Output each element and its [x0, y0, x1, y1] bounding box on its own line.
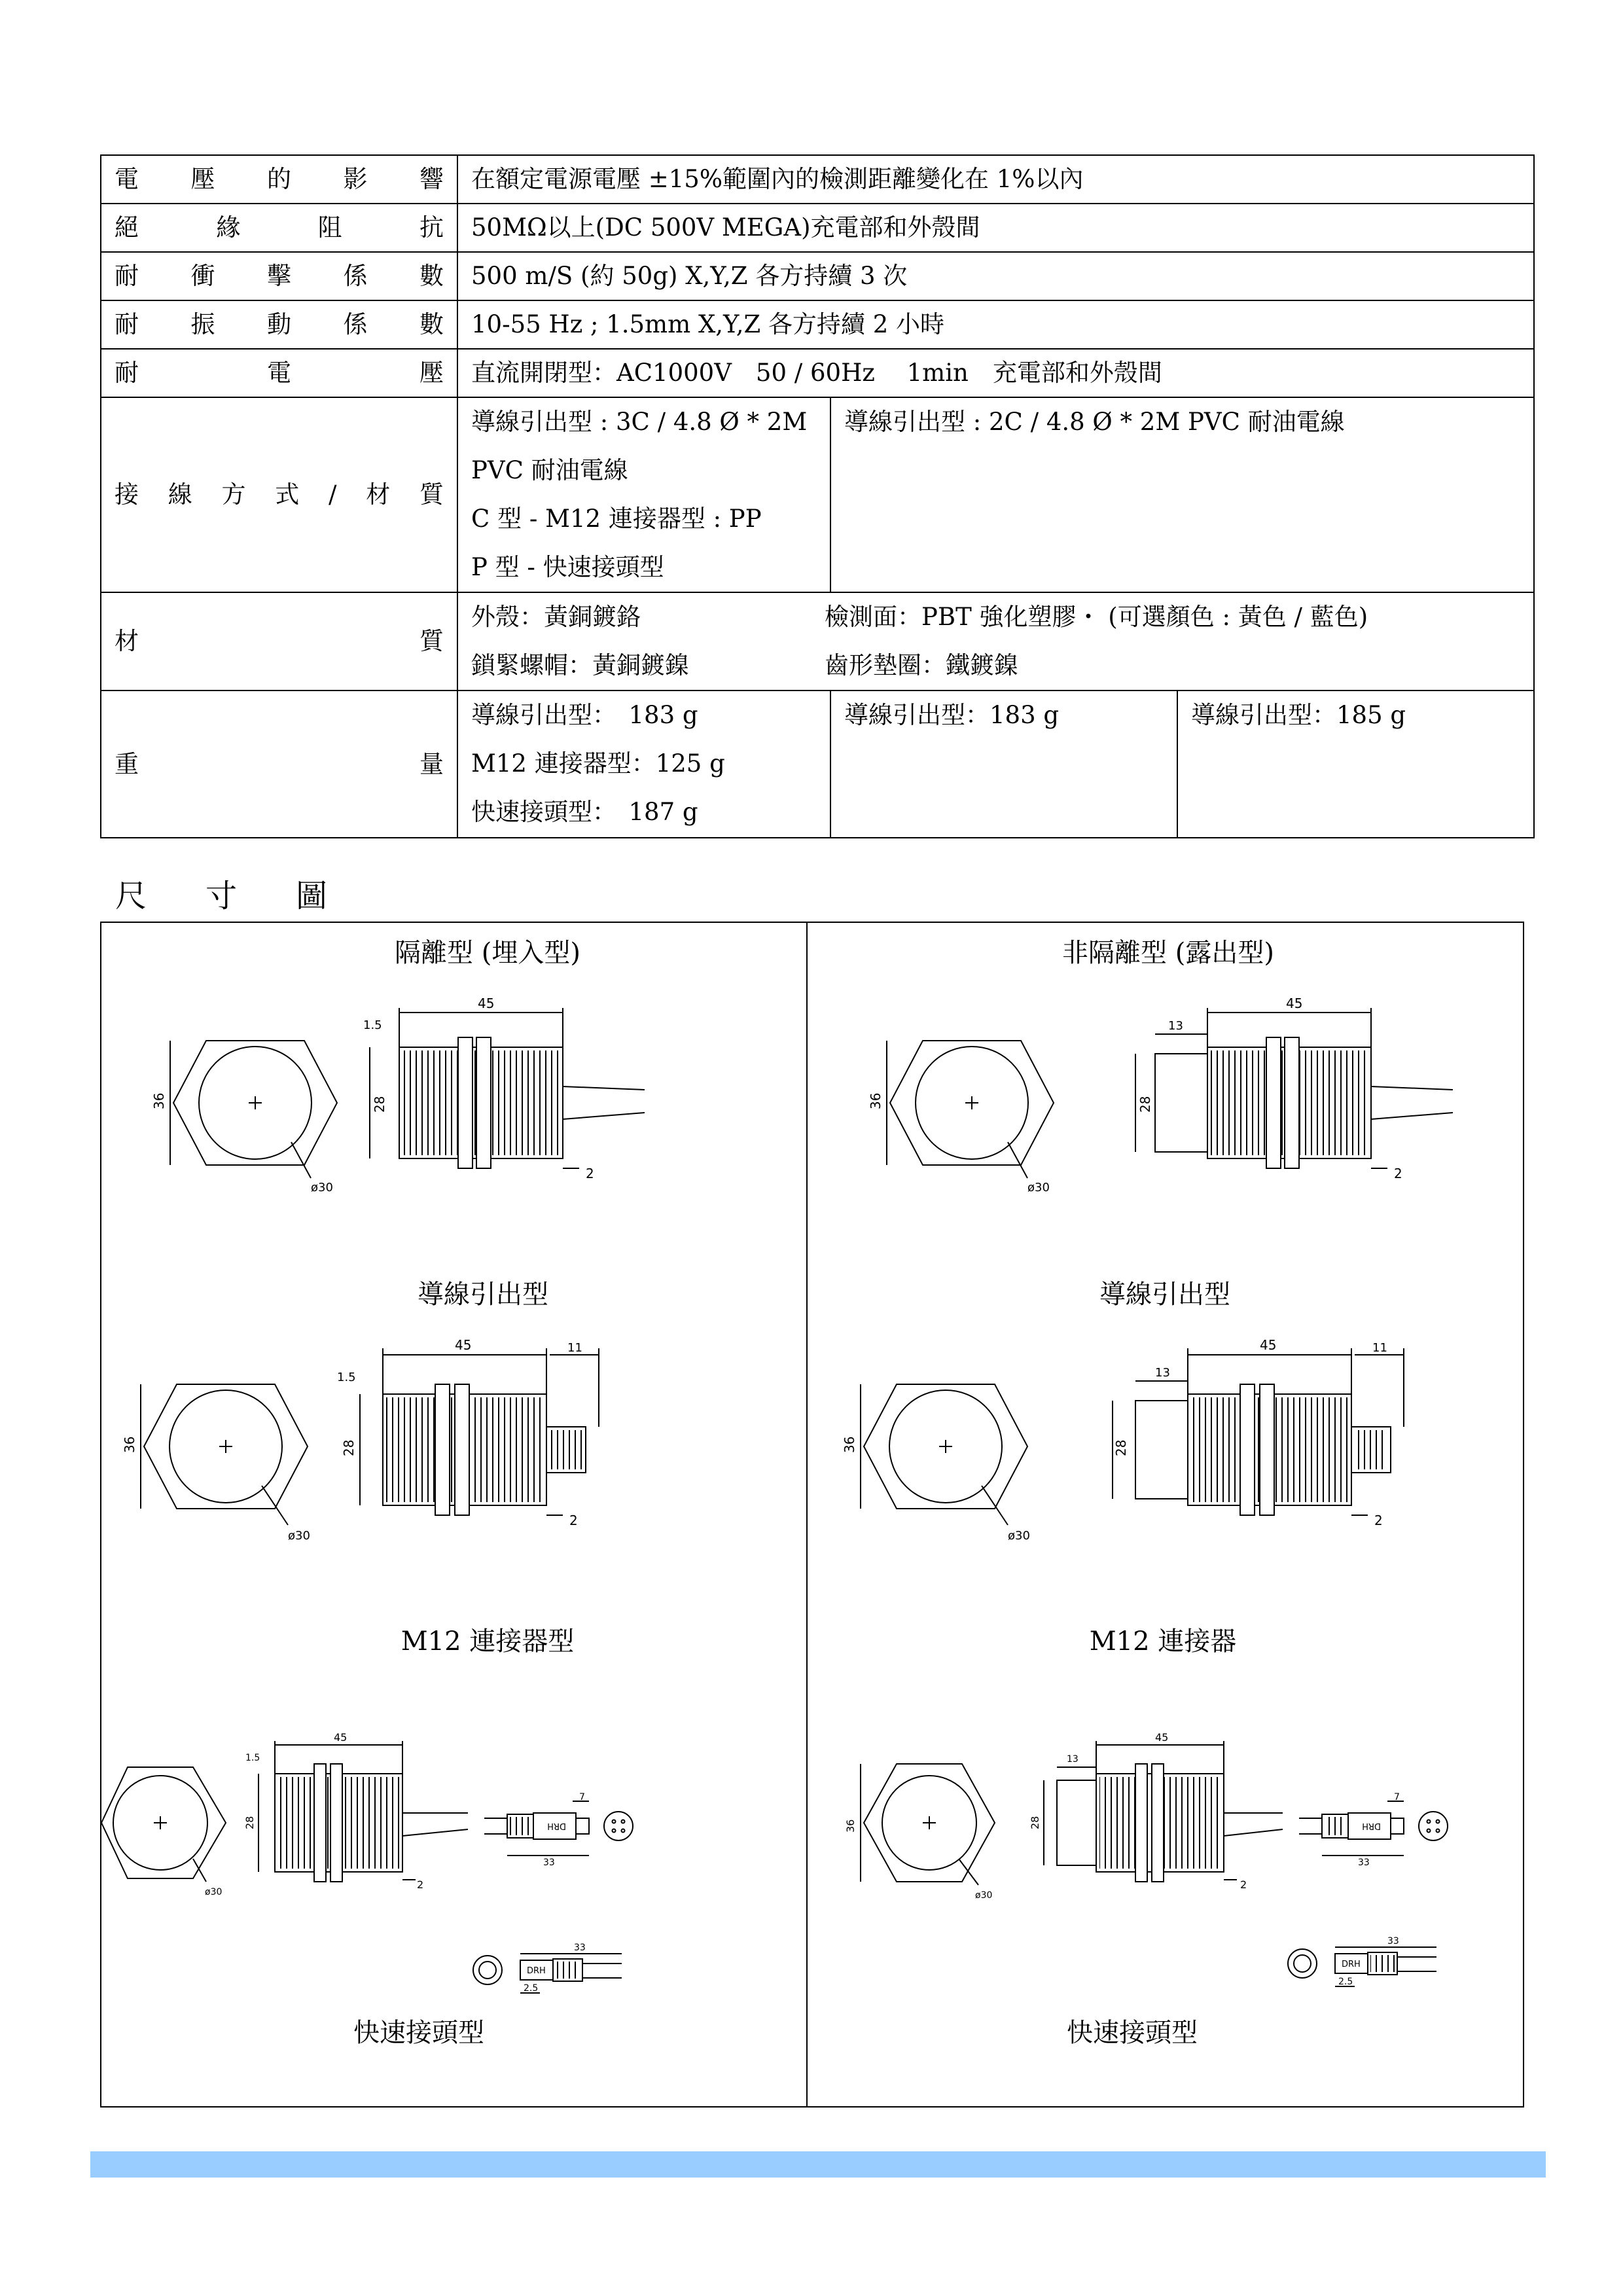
caption-left-2: M12 連接器型 [401, 1626, 575, 1657]
label-char: 的 [267, 165, 291, 193]
material-value [457, 592, 1534, 691]
dim-36: 36 [868, 1092, 883, 1109]
label-char: 耐 [115, 359, 139, 387]
dim-45: 45 [1260, 1337, 1277, 1353]
caption-right-1: 導線引出型 [1099, 1280, 1230, 1310]
text-line: PVC 耐油電線 [471, 456, 628, 484]
row-value: 500 m/S (約 50g) X,Y,Z 各方持續 3 次 [457, 252, 1534, 300]
dim-phi30: ø30 [205, 1887, 223, 1897]
dim-2: 2 [417, 1878, 424, 1891]
text-line: 導線引出型 : 2C / 4.8 Ø * 2M PVC 耐油電線 [844, 408, 1345, 436]
row-label [101, 300, 457, 349]
dim-28: 28 [372, 1096, 387, 1113]
dim-2: 2 [569, 1513, 578, 1528]
dim-36: 36 [122, 1436, 137, 1453]
label-char: 響 [419, 165, 444, 193]
caption-left-1: 導線引出型 [418, 1280, 548, 1310]
dim-2: 2 [1374, 1513, 1383, 1528]
spaced-label [115, 301, 444, 348]
dim-45: 45 [478, 996, 495, 1011]
dim-36: 36 [844, 1819, 857, 1833]
label-char: 質 [419, 627, 444, 655]
dim-36: 36 [842, 1436, 857, 1453]
text-line: 導線引出型： 183 g [471, 701, 698, 729]
dim-1-5: 1.5 [337, 1371, 356, 1384]
dim-36: 36 [151, 1092, 167, 1109]
dim-13: 13 [1168, 1019, 1183, 1033]
label-char: 量 [419, 749, 444, 778]
row-label [101, 204, 457, 252]
row-value: 直流開閉型：AC1000V 50 / 60Hz 1min 充電部和外殼間 [457, 349, 1534, 397]
label-char: 重 [115, 749, 139, 778]
dim-33: 33 [1387, 1936, 1399, 1946]
label-char: 線 [168, 480, 192, 509]
spaced-label [115, 471, 444, 518]
dim-45: 45 [1155, 1731, 1169, 1744]
front-view-left-1 [170, 1041, 337, 1178]
label-char: 電 [115, 165, 139, 193]
dim-7: 7 [1394, 1792, 1400, 1803]
label-char: 方 [221, 480, 246, 509]
dim-33: 33 [574, 1943, 586, 1953]
row-label [101, 349, 457, 397]
label-char: 絕 [115, 213, 139, 242]
dim-2-5: 2.5 [1338, 1977, 1353, 1987]
label-char: 接 [115, 480, 139, 509]
dim-28: 28 [341, 1439, 357, 1456]
spaced-label [115, 156, 444, 203]
label-char: 材 [115, 627, 139, 655]
row-label [101, 592, 457, 691]
front-view-left-2 [141, 1384, 308, 1525]
dim-7: 7 [579, 1792, 585, 1803]
label-char: 係 [343, 310, 368, 338]
row-value: 50MΩ以上(DC 500V MEGA)充電部和外殼間 [457, 204, 1534, 252]
front-view-right-3 [861, 1764, 995, 1885]
dim-phi30: ø30 [1027, 1181, 1050, 1194]
spaced-label [115, 204, 444, 251]
front-view-right-2 [861, 1384, 1027, 1525]
label-char: / [329, 480, 337, 509]
dim-2-5: 2.5 [524, 1983, 539, 1994]
dim-2: 2 [586, 1166, 594, 1181]
dim-phi30: ø30 [311, 1181, 333, 1194]
material-line [471, 641, 1520, 690]
spaced-label [115, 618, 444, 665]
label-char: 壓 [190, 165, 215, 193]
side-view-left-1 [370, 1008, 645, 1168]
label-char: 數 [419, 310, 444, 338]
dim-1-5: 1.5 [245, 1753, 260, 1763]
label-char: 式 [275, 480, 300, 509]
text-line: M12 連接器型：125 g [471, 749, 725, 778]
dim-11: 11 [567, 1341, 582, 1355]
row-label [101, 691, 457, 838]
text-line: 鎖緊螺帽：黃銅鍍鎳 [471, 651, 689, 679]
label-char: 緣 [216, 213, 241, 242]
wiring-col1 [457, 397, 830, 592]
label-char: 耐 [115, 262, 139, 290]
caption-right-2: M12 連接器 [1089, 1626, 1237, 1657]
weight-col2 [830, 691, 1177, 838]
dim-2: 2 [1394, 1166, 1402, 1181]
label-char: 材 [366, 480, 391, 509]
left-header: 隔離型 (埋入型) [395, 938, 580, 968]
footer-bar [90, 2151, 1546, 2178]
text-line: 導線引出型 : 3C / 4.8 Ø * 2M [471, 408, 808, 436]
dim-phi30: ø30 [1008, 1529, 1030, 1543]
label-char: 耐 [115, 310, 139, 338]
dim-11: 11 [1372, 1341, 1387, 1355]
front-view-left-3 [101, 1767, 226, 1882]
dim-phi30: ø30 [288, 1529, 310, 1543]
label-char: 抗 [419, 213, 444, 242]
spaced-label [115, 253, 444, 300]
label-char: 係 [343, 262, 368, 290]
row-label [101, 252, 457, 300]
dim-28: 28 [243, 1816, 256, 1829]
text-line: 導線引出型：183 g [844, 701, 1060, 729]
side-view-left-2 [360, 1348, 599, 1515]
dim-13: 13 [1155, 1366, 1170, 1380]
drh-label: DRH [1342, 1960, 1361, 1969]
text-line: 檢測面：PBT 強化塑膠・ (可選顏色 : 黃色 / 藍色) [825, 603, 1368, 631]
drh-label: DRH [1362, 1821, 1381, 1831]
side-view-right-3 [1044, 1741, 1283, 1882]
text-line: P 型 - 快速接頭型 [471, 553, 664, 581]
dim-28: 28 [1029, 1816, 1041, 1829]
label-char: 振 [190, 310, 215, 338]
row-label [101, 155, 457, 204]
row-label [101, 397, 457, 592]
label-char: 阻 [317, 213, 342, 242]
text-line: 導線引出型：185 g [1191, 701, 1406, 729]
label-char: 動 [267, 310, 291, 338]
dimension-drawings-svg [101, 923, 1523, 2106]
dim-1-5: 1.5 [363, 1018, 382, 1032]
text-line: 齒形墊圈：鐵鍍鎳 [825, 651, 1018, 679]
drh-label: DRH [527, 1966, 546, 1976]
text-line: 快速接頭型： 187 g [471, 798, 698, 826]
label-char: 數 [419, 262, 444, 290]
dim-45: 45 [334, 1731, 348, 1744]
front-view-right-1 [887, 1041, 1054, 1178]
spec-table [100, 154, 1535, 838]
dim-28: 28 [1113, 1439, 1129, 1456]
caption-right-3: 快速接頭型 [1067, 2018, 1198, 2048]
label-char: 衝 [190, 262, 215, 290]
row-value: 在額定電源電壓 ±15%範圍內的檢測距離變化在 1%以內 [457, 155, 1534, 204]
dim-33: 33 [543, 1857, 555, 1868]
label-char: 電 [267, 359, 291, 387]
dim-28: 28 [1137, 1096, 1153, 1113]
label-char: 擊 [267, 262, 291, 290]
dim-33: 33 [1358, 1857, 1370, 1868]
material-line [471, 593, 1520, 641]
label-char: 質 [419, 480, 444, 509]
dim-13: 13 [1067, 1754, 1079, 1765]
label-char: 壓 [419, 359, 444, 387]
drh-label: DRH [547, 1821, 566, 1831]
section-title: 尺寸圖 [115, 878, 387, 914]
spaced-label [115, 741, 444, 788]
dim-45: 45 [1286, 996, 1303, 1011]
row-value: 10-55 Hz ; 1.5mm X,Y,Z 各方持續 2 小時 [457, 300, 1534, 349]
dim-phi30: ø30 [975, 1890, 993, 1901]
spaced-label [115, 350, 444, 397]
text-line: C 型 - M12 連接器型 : PP [471, 505, 762, 533]
dim-2: 2 [1240, 1878, 1247, 1891]
label-char: 影 [343, 165, 368, 193]
side-view-left-3 [259, 1741, 468, 1882]
dim-45: 45 [455, 1337, 472, 1353]
right-header: 非隔離型 (露出型) [1062, 938, 1274, 968]
weight-col3 [1177, 691, 1534, 838]
caption-left-3: 快速接頭型 [353, 2018, 484, 2048]
dimension-drawings [100, 922, 1524, 2108]
wiring-col2 [830, 397, 1534, 592]
weight-col1 [457, 691, 830, 838]
text-line: 外殼：黃銅鍍鉻 [471, 603, 641, 631]
